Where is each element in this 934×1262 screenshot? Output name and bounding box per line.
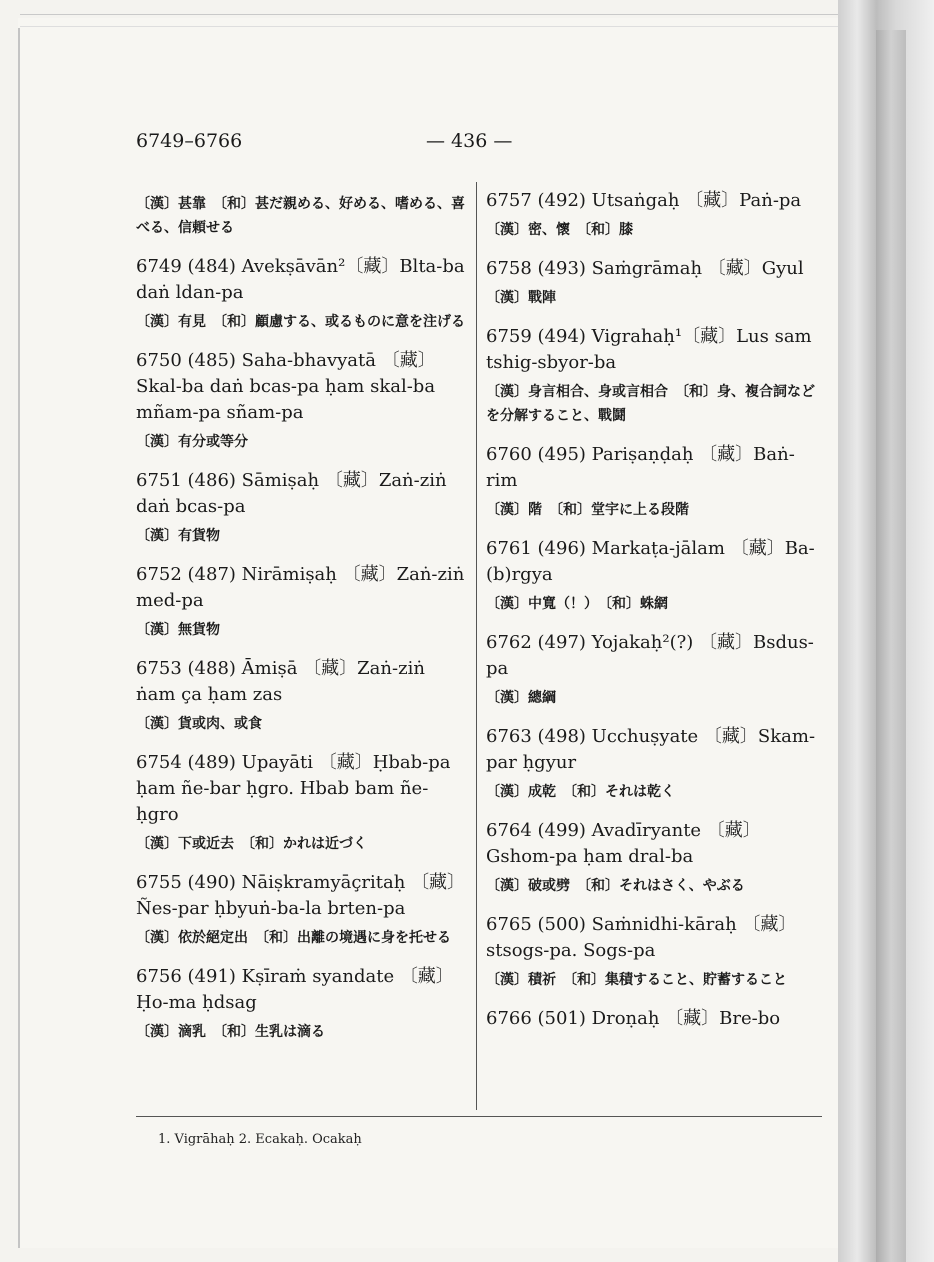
entry-range: 6749–6766: [136, 130, 243, 152]
entry-gloss: 〔漢〕戰陣: [486, 290, 556, 306]
entry-headword: 6763 (498) Ucchuṣyate 〔藏〕Skam-par ḥgyur: [486, 726, 816, 773]
entry-headword: 6759 (494) Vigrahaḥ¹〔藏〕Lus sam tshig-sbyor-ba: [486, 326, 812, 373]
entry-gloss: 〔漢〕有貨物: [136, 528, 220, 544]
entry-headword: 6757 (492) Utsaṅgaḥ 〔藏〕Paṅ-pa: [486, 190, 802, 211]
entry-gloss: 〔漢〕身言相合、身或言相合 〔和〕身、複合詞などを分解すること、戰鬪: [486, 384, 815, 424]
entry-headword: 6750 (485) Saha-bhavyatā 〔藏〕Skal-ba daṅ bcas-pa ḥam skal-ba mñam-pa sñam-pa: [136, 350, 436, 423]
dictionary-entry: [486, 912, 820, 992]
entry-gloss: 〔漢〕有分或等分: [136, 434, 248, 450]
column-divider: [476, 182, 477, 1110]
entry-headword: 6756 (491) Kṣīraṁ syandate 〔藏〕Ḥo-ma ḥdsag: [136, 966, 454, 1013]
entry-gloss: 〔漢〕有見 〔和〕顧慮する、或るものに意を注げる: [136, 314, 465, 330]
entry-gloss: 〔漢〕滴乳 〔和〕生乳は滴る: [136, 1024, 325, 1040]
left-column: [136, 188, 466, 1058]
footnote: 1. Vigrāhaḥ 2. Ecakaḥ. Ocakaḥ: [158, 1132, 362, 1147]
dictionary-entry: [486, 324, 820, 428]
entry-headword: 6754 (489) Upayāti 〔藏〕Ḥbab-pa ḥam ñe-bar ḥgro. Hbab bam ñe-ḥgro: [136, 752, 451, 825]
entry-headword: 6762 (497) Yojakaḥ²(?) 〔藏〕Bsdus-pa: [486, 632, 814, 679]
dictionary-entry: [486, 724, 820, 804]
entry-headword: 6766 (501) Droṇaḥ 〔藏〕Bre-bo: [486, 1008, 781, 1029]
right-column: [486, 188, 820, 1046]
entry-gloss: 〔漢〕破或劈 〔和〕それはさく、やぶる: [486, 878, 745, 894]
dictionary-entry: [486, 536, 820, 616]
dictionary-entry: [486, 256, 820, 310]
scan-edge-top: [20, 14, 920, 15]
entry-gloss: 〔漢〕下或近去 〔和〕かれは近づく: [136, 836, 367, 852]
entry-gloss: 〔漢〕無貨物: [136, 622, 220, 638]
entry-headword: 6752 (487) Nirāmiṣaḥ 〔藏〕Zaṅ-ziṅ med-pa: [136, 564, 465, 611]
dictionary-entry: [136, 562, 466, 642]
dictionary-entry: [136, 254, 466, 334]
page-number: — 436 —: [426, 130, 513, 152]
dictionary-entry: [486, 1006, 820, 1032]
entry-gloss: 〔漢〕甚靠 〔和〕甚だ親める、好める、嗜める、喜べる、信頼せる: [136, 196, 465, 236]
entry-gloss: 〔漢〕成乾 〔和〕それは乾く: [486, 784, 675, 800]
scan-edge-left: [18, 28, 20, 1248]
entry-headword: 6761 (496) Markaṭa-jālam 〔藏〕Ba-(b)rgya: [486, 538, 815, 585]
entry-headword: 6749 (484) Avekṣāvān²〔藏〕Blta-ba daṅ ldan-pa: [136, 256, 465, 303]
entry-headword: 6751 (486) Sāmiṣaḥ 〔藏〕Zaṅ-ziṅ daṅ bcas-pa: [136, 470, 447, 517]
dictionary-entry: [136, 870, 466, 950]
dictionary-entry: [486, 818, 820, 898]
dictionary-entry: [136, 468, 466, 548]
footnote-rule: [136, 1116, 822, 1117]
entry-headword: 6760 (495) Pariṣaṇḍaḥ 〔藏〕Baṅ-rim: [486, 444, 795, 491]
dictionary-entry: [136, 348, 466, 454]
entry-headword: 6758 (493) Saṁgrāmaḥ 〔藏〕Gyul: [486, 258, 804, 279]
entry-headword: 6765 (500) Saṁnidhi-kāraḥ 〔藏〕stsogs-pa. Sogs-pa: [486, 914, 797, 961]
entry-gloss: 〔漢〕總綱: [486, 690, 556, 706]
binding-shadow-strip: [876, 30, 906, 1262]
entry-headword: 6753 (488) Āmiṣā 〔藏〕Zaṅ-ziṅ ṅam ça ḥam zas: [136, 658, 425, 705]
scan-edge-line: [20, 26, 840, 27]
dictionary-entry: [486, 630, 820, 710]
entry-gloss: 〔漢〕密、懷 〔和〕膝: [486, 222, 633, 238]
dictionary-entry: [136, 656, 466, 736]
entry-gloss: 〔漢〕中寬（！） 〔和〕蛛網: [486, 596, 668, 612]
entry-gloss: 〔漢〕依於絕定出 〔和〕出離の境遇に身を托せる: [136, 930, 451, 946]
entry-headword: 6755 (490) Nāiṣkramyāçritaḥ 〔藏〕Ñes-par ḥbyuṅ-ba-la brten-pa: [136, 872, 466, 919]
dictionary-entry: [486, 442, 820, 522]
dictionary-entry: [136, 192, 466, 240]
entry-gloss: 〔漢〕積祈 〔和〕集積すること、貯蓄すること: [486, 972, 787, 988]
dictionary-entry: [136, 964, 466, 1044]
entry-gloss: 〔漢〕貨或肉、或食: [136, 716, 262, 732]
dictionary-entry: [486, 188, 820, 242]
page-header: [136, 130, 820, 160]
entry-gloss: 〔漢〕階 〔和〕堂宇に上る段階: [486, 502, 689, 518]
dictionary-entry: [136, 750, 466, 856]
entry-headword: 6764 (499) Avadīryante 〔藏〕Gshom-pa ḥam dral-ba: [486, 820, 761, 867]
